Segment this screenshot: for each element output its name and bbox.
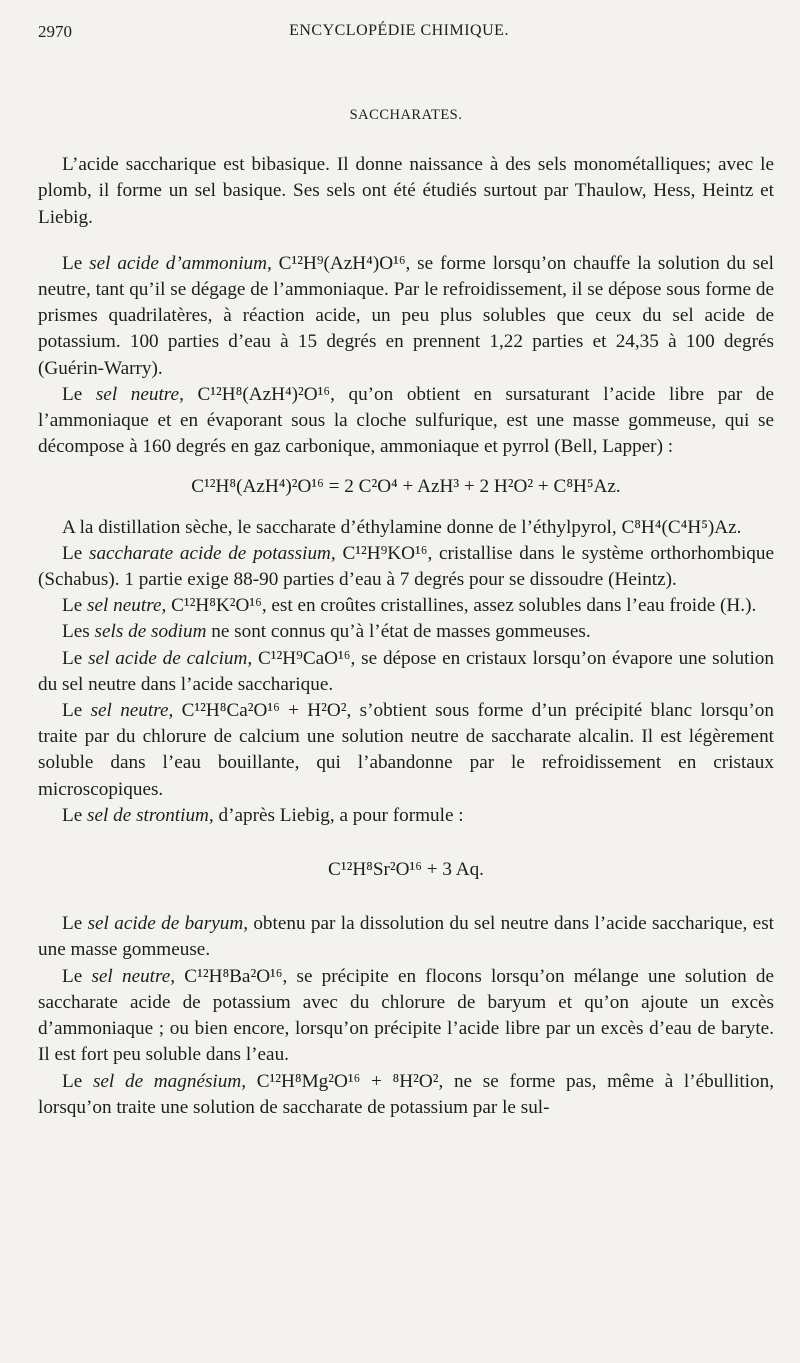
- term-sel-neutre: sel neutre,: [95, 383, 184, 405]
- paragraph-calcium-acid: Le sel acide de calcium, C¹²H⁹CaO¹⁶, se dépose en cristaux lorsqu’on évapore une solution du sel neutre dans l’acide saccharique.: [38, 647, 774, 695]
- paragraph-potassium-neutral: Le sel neutre, C¹²H⁸K²O¹⁶, est en croûtes cristallines, assez solubles dans l’eau froide (H.).: [62, 595, 757, 617]
- paragraph-strontium: Le sel de strontium, d’après Liebig, a pour formule :: [62, 804, 464, 826]
- page-body: [38, 102, 774, 1121]
- paragraph-potassium-acid: Le saccharate acide de potassium, C¹²H⁹KO¹⁶, cristallise dans le système orthorhombique (Schabus). 1 partie exige 88-90 parties d’eau à 7 degrés pour se dissoudre (Heintz).: [38, 542, 774, 591]
- paragraph-ethylamine: A la distillation sèche, le saccharate d’éthylamine donne de l’éthylpyrol, C⁸H⁴(C⁴H⁵)Az.: [62, 516, 742, 538]
- paragraph-ammonium-neutral: Le sel neutre, C¹²H⁸(AzH⁴)²O¹⁶, qu’on obtient en sursaturant l’acide libre par de l’ammoniaque et en évaporant sous la cloche sulfurique, est une masse gommeuse, qui se décompose à 160 degrés en gaz carbonique, ammoniaque et pyrrol (Bell, Lapper) :: [38, 383, 774, 458]
- paragraph-baryum-acid: Le sel acide de baryum, obtenu par la dissolution du sel neutre dans l’acide saccharique, est une masse gommeuse.: [38, 913, 774, 961]
- paragraph-ammonium-acid: Le sel acide d’ammonium, C¹²H⁹(AzH⁴)O¹⁶, se forme lorsqu’on chauffe la solution du sel neutre, tant qu’il se dégage de l’ammoniaque. Par le refroidissement, il se dépose sous forme de prismes quadrilatères, à réaction acide, un peu plus solubles que ceux du sel acide de potassium. 100 parties d’eau à 15 degrés en prennent 1,22 parties et 24,35 à 100 degrés (Guérin-Warry).: [38, 252, 774, 379]
- paragraph-magnesium: Le sel de magnésium, C¹²H⁸Mg²O¹⁶ + ⁸H²O², ne se forme pas, même à l’ébullition, lorsqu’on traite une solution de saccharate de potassium par le sul-: [38, 1070, 774, 1118]
- section-title: SACCHARATES.: [349, 107, 463, 123]
- running-title: ENCYCLOPÉDIE CHIMIQUE.: [289, 22, 509, 39]
- page-header: [38, 22, 760, 48]
- term-sel-acide-baryum: sel acide de baryum,: [87, 913, 248, 935]
- term-sel-strontium: sel de strontium,: [87, 804, 214, 826]
- term-sel-neutre: sel neutre,: [90, 700, 174, 722]
- formula-strontium: C¹²H⁸Sr²O¹⁶ + 3 Aq.: [328, 859, 484, 881]
- paragraph-calcium-neutral: Le sel neutre, C¹²H⁸Ca²O¹⁶ + H²O², s’obtient sous forme d’un précipité blanc lorsqu’on traite par du chlorure de calcium une solution neutre de saccharate alcalin. Il est légèrement soluble dans l’eau bouillante, qui l’abandonne par le refroidissement en cristaux microscopiques.: [38, 700, 774, 800]
- term-sel-acide-ammonium: sel acide d’ammonium,: [89, 252, 272, 274]
- term-saccharate-acide-potassium: saccharate acide de potassium,: [88, 542, 336, 564]
- term-sel-neutre: sel neutre,: [91, 965, 176, 987]
- paragraph-baryum-neutral: Le sel neutre, C¹²H⁸Ba²O¹⁶, se précipite en flocons lorsqu’on mélange une solution de saccharate acide de potassium avec du chlorure de baryum et qu’on ajoute un excès d’ammoniaque ; ou bien encore, lorsqu’on précipite l’acide libre par un excès d’eau de baryte. Il est fort peu soluble dans l’eau.: [38, 965, 774, 1066]
- formula-decomposition: C¹²H⁸(AzH⁴)²O¹⁶ = 2 C²O⁴ + AzH³ + 2 H²O² + C⁸H⁵Az.: [191, 476, 621, 498]
- page-number: 2970: [38, 22, 72, 41]
- paragraph-sodium: Les sels de sodium ne sont connus qu’à l’état de masses gommeuses.: [62, 621, 591, 643]
- term-sel-neutre: sel neutre,: [87, 595, 167, 617]
- term-sel-acide-calcium: sel acide de calcium,: [88, 647, 253, 669]
- term-sels-sodium: sels de sodium: [94, 621, 207, 643]
- term-sel-magnesium: sel de magnésium,: [92, 1070, 247, 1092]
- paragraph-intro: L’acide saccharique est bibasique. Il donne naissance à des sels monométalliques; avec le plomb, il forme un sel basique. Ses sels ont été étudiés surtout par Thaulow, Hess, Heintz et Liebig.: [38, 154, 774, 228]
